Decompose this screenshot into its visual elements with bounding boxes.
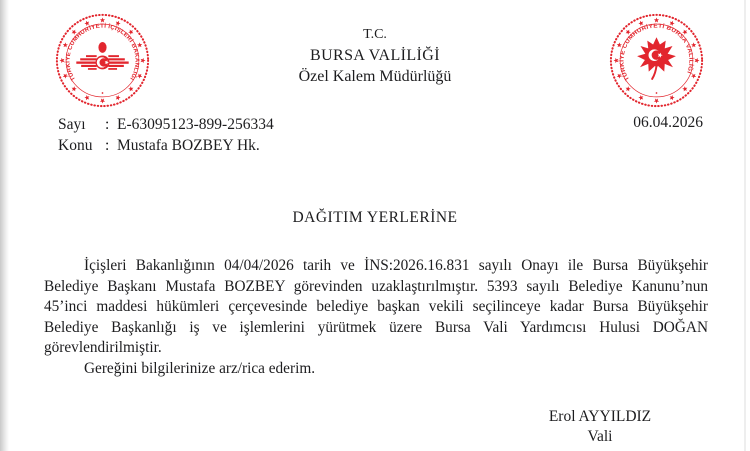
body-paragraph: İçişleri Bakanlığının 04/04/2026 tarih ve İNS:2026.16.831 sayılı Onayı ile Bursa Büyükşehir Belediye Başkanı Mustafa BOZBEY görevinden uzaklaştırılmıştır. 5393 sayılı Belediye Kanunu’nun 45’inci maddesi hükümleri çerçevesinde belediye başkan vekili seçilinceye kadar Bursa Büyükşehir Belediye Başkanlığı iş ve işlemlerini yürütmek üzere Bursa Vali Yardımcısı Hulusi DOĞAN görevlendirilmiştir.	[44, 257, 708, 356]
signer-title: Vali	[587, 428, 613, 445]
seal-ring-text: TÜRKİYE CUMHURİYETİ BURSA VALİLİĞİ	[619, 23, 694, 82]
letterhead-organization: BURSA VALİLİĞİ	[310, 47, 440, 64]
closing-line: Gereğini bilgilerinize arz/rica ederim.	[84, 359, 316, 377]
seal-ring-text: TÜRKİYE CUMHURİYETİ İÇİŞLERİ BAKANLIĞI	[65, 23, 140, 82]
letterhead-tc: T.C.	[363, 27, 387, 42]
sayi-label: Sayı	[58, 116, 86, 133]
signer-name: Erol AYYILDIZ	[548, 408, 652, 425]
konu-label: Konu	[58, 137, 93, 154]
sayi-separator: :	[105, 116, 110, 133]
letterhead-department: Özel Kalem Müdürlüğü	[298, 68, 452, 85]
letter-body	[44, 256, 708, 379]
konu-row	[58, 135, 274, 156]
konu-value: Mustafa BOZBEY Hk.	[117, 137, 260, 154]
document-date: 06.04.2026	[633, 114, 703, 131]
sayi-value: E-63095123-899-256334	[117, 116, 274, 133]
konu-separator: :	[105, 137, 110, 154]
sayi-row	[58, 114, 274, 135]
distribution-heading: DAĞITIM YERLERİNE	[292, 209, 458, 226]
letterhead	[0, 24, 750, 87]
reference-block	[58, 114, 274, 156]
signature-block	[490, 407, 710, 447]
